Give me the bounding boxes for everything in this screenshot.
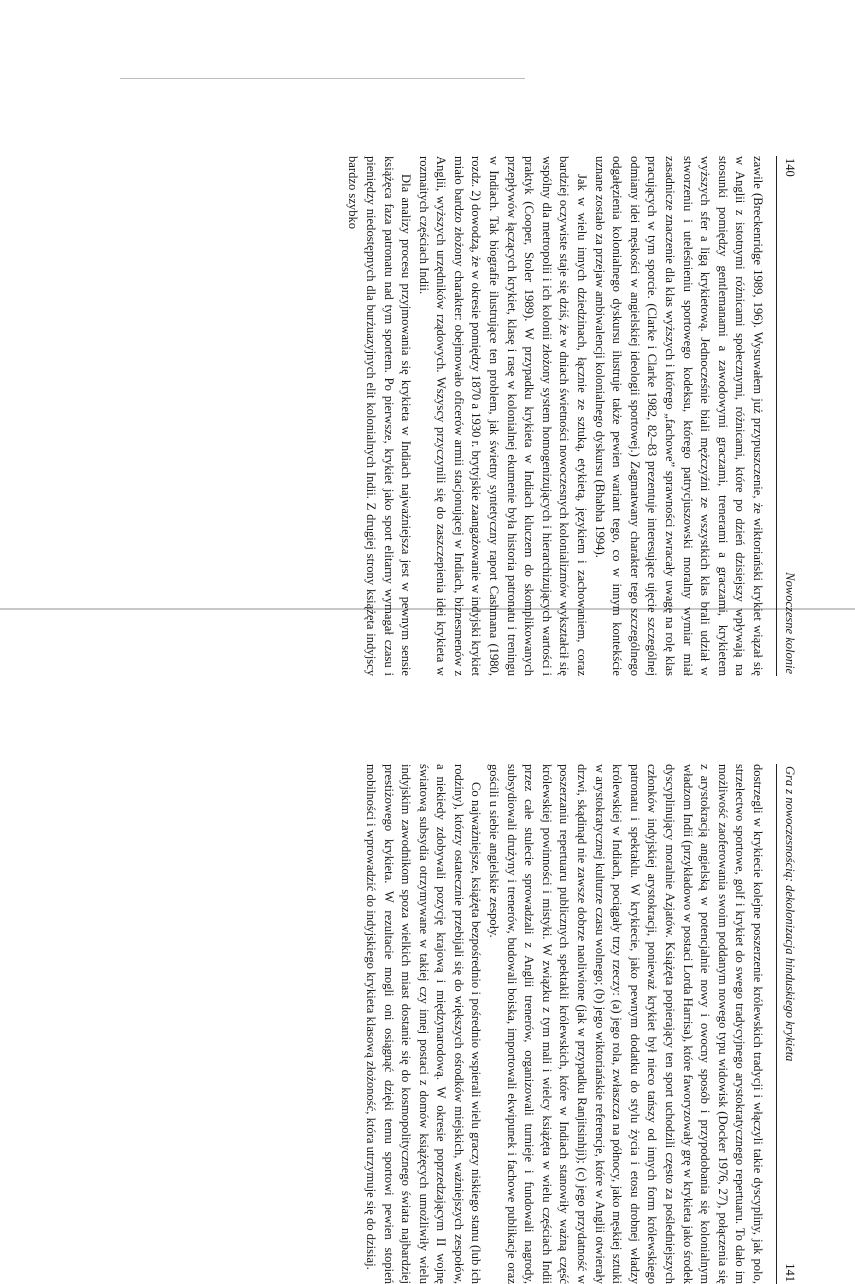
running-title: Nowoczesne kolonie: [783, 572, 797, 674]
running-head: [776, 764, 797, 1284]
page-number: 140: [783, 158, 797, 177]
page-141: [57, 764, 797, 1284]
body-text: [361, 764, 766, 1284]
page-number: 141: [783, 1263, 797, 1282]
page-140: [57, 156, 797, 676]
paragraph: Jak w wielu innych dziedzinach, łącznie ze sztuką, etykietą, językiem i zachowaniem, coraz bardziej oczywiste staje się dziś, że w dniach świetności nowoczesnych kolonializmów wykształcił się wspólny dla metropolii i ich kolonii złożony system homogenizujących i hierarchizujących wartości i praktyk (Cooper, Stoler 1989). W przypadku krykieta w Indiach kluczem do skomplikowanych przepływów łączących krykiet, klasę i rasę w kolonialnej ekumenie była historia patronatu i treningu w Indiach. Tak biografie ilustrujące ten problem, jak świetny syntetyczny raport Cashmana (1980, rozdz. 2) dowodzą, że w okresie pomiędzy 1870 a 1930 r. brytyjskie zaangażowanie w indyjski krykiet miało bardzo złożony charakter: obejmowało oficerów armii stacjonującej w Indiach, biznesmenów z Anglii, wyższych urzędników rządowych. Wszyscy przyczynili się do zaszczepienia idei krykieta w rozmaitych częściach Indii.: [416, 156, 590, 676]
paragraph: zawile (Breckenridge 1989, 196). Wysuwałem już przypuszczenie, że wiktoriański krykiet wiązał się w Anglii z istotnymi różnicami społecznymi, różnicami, które po dzień dzisiejszy wpływają na stosunki pomiędzy gentlemanami a zawodowymi graczami, trenerami a graczami, krykietem wyższych sfer a ligą krykietową. Jednocześnie biali mężczyźni ze wszystkich klas brali udział w stworzeniu i uteleśnieniu sportowego kodeksu, którego patrycjuszowski moralny wymiar miał zasadnicze znaczenie dla klas wyższych i którego „fachowe” sprawności zwracały uwagę na rolę klas pracujących w tym sporcie. (Clarke i Clarke 1982, 82–83 prezentuje interesujące ujęcie szczególnej odmiany idei męskości w angielskiej ideologii sportowej.) Zagmatwany charakter tego szczególnego odgałęzienia kolonialnego dyskursu ilustruje także pewien wariant tego, co w innym kontekście uznane zostało za przejaw ambiwalencji kolonialnego dyskursu (Bhabha 1994).: [592, 156, 765, 676]
body-text: [344, 156, 766, 676]
paragraph: dostrzegli w krykiecie kolejne poszerzenie królewskich tradycji i włączyli takie dyscypliny, jak polo, strzelectwo sportowe, golf i krykiet do swego tradycyjnego arystokratycznego repertuaru. To dało im możliwość zaoferowania swoim poddanym nowego typu widowisk (Docker 1976, 27), połączenia się z arystokracją angielską w potencjalnie nowy i owocny sposób i przypodobania się kolonialnym władzom Indii (przykładowo w postaci Lorda Harrisa), które faworyzowały grę w krykieta jako środek dyscyplinujący moralnie Azjatów. Książęta popierający ten sport uchodzili często za pośledniejszych członków indyjskiej arystokracji, ponieważ krykiet był nieco tańszy od innych form królewskiego patronatu i spektaklu. W krykiecie, jako pewnym dodatku do stylu życia i etosu drobnej władzy królewskiej w Indiach, pociągały trzy rzeczy: (a) jego rola, zwłaszcza na północy, jako męskiej sztuki w arystokratycznej kulturze czasu wolnego; (b) jego wiktoriańskie referencje, które w Anglii otwierały drzwi, skądinąd nie zawsze dobrze naoliwione (jak w przypadku Ranjitsinhji); (c) jego przydatność w poszerzaniu repertuaru publicznych spektakli królewskich, które w Indiach stanowiły ważną część królewskiej powinności i mistyki. W związku z tym mali i wielcy książęta w wielu częściach Indii przez całe stulecie sprowadzali z Anglii trenerów, organizowali turnieje i fundowali nagrody, subsydiowali drużyny i trenerów, budowali boiska, importowali ekwipunek i fachowe publikacje oraz gościli u siebie angielskie zespoły.: [487, 764, 765, 1284]
running-head: [776, 156, 797, 676]
paragraph: Co najważniejsze, książęta bezpośrednio i pośrednio wspierali wielu graczy niskiego stanu (lub ich rodziny), którzy ostatecznie przebijali się do większych ośrodków miejskich, ważniejszych zespołów, a niekiedy zdobywali pozycję krajową i międzynarodową. W okresie poprzedzającym II wojnę światową subsydia otrzymywane w takiej czy innej postaci z domów książęcych umożliwiły wielu indyjskim zawodnikom spoza wielkich miast dostanie się do kosmopolitycznego świata najbardziej prestiżowego krykieta. W rezultacie mogli oni osiągnąć dzięki temu sportowi pewien stopień mobilności i wprowadzić do indyjskiego krykieta klasową złożoność, która utrzymuje się do dzisiaj.: [363, 764, 484, 1284]
paragraph: Dla analizy procesu przyjmowania się krykieta w Indiach najważniejsza jest w pewnym sensie książęca faza patronatu nad tym sportem. Po pierwsze, krykiet jako sport elitarny wymagał czasu i pieniędzy niedostępnych dla burżuazyjnych elit kolonialnych Indii. Z drugiej strony książęta indyjscy bardzo szybko: [346, 156, 414, 676]
running-title: Gra z nowoczesnością: dekolonizacja hinduskiego krykieta: [783, 766, 797, 1062]
